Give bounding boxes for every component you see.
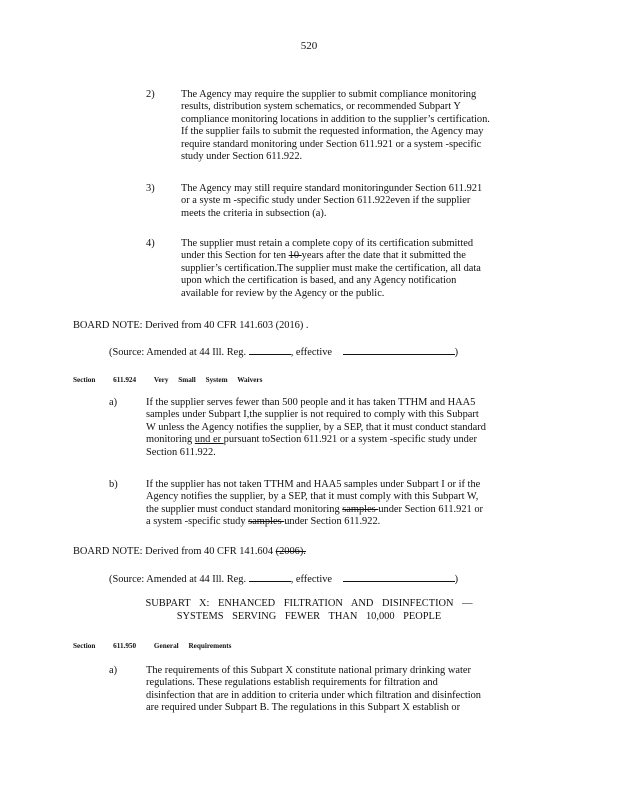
board-note-text: BOARD NOTE: Derived from 40 CFR 141.604 bbox=[73, 546, 276, 557]
item-number: 3) bbox=[146, 183, 155, 194]
blank-line bbox=[249, 345, 291, 355]
source-suffix: ) bbox=[454, 347, 459, 358]
section-title: General Requirements bbox=[153, 642, 232, 650]
section-label: Section bbox=[73, 642, 96, 650]
source-effective: , effective bbox=[290, 574, 333, 585]
subpart-heading-line: SYSTEMS SERVING FEWER THAN 10,000 PEOPLE bbox=[176, 611, 442, 622]
text-line: The supplier must retain a complete copy of its certification submitted bbox=[181, 238, 474, 249]
section-number: 611.924 bbox=[113, 376, 137, 384]
item-number: b) bbox=[109, 479, 118, 490]
text-line: supplier’s certification.The supplier must make the certification, all data bbox=[181, 262, 481, 274]
item-text bbox=[146, 665, 529, 715]
underlined-text: und er bbox=[194, 434, 224, 446]
text-line bbox=[146, 504, 536, 516]
text-line: study under Section 611.922. bbox=[181, 151, 303, 163]
text-run: the supplier must conduct standard monitoring bbox=[146, 503, 343, 515]
subpart-heading bbox=[0, 597, 618, 623]
text-line: require standard monitoring under Section 611.921 or a system -specific bbox=[181, 138, 482, 150]
item-text bbox=[181, 238, 528, 300]
blank-line bbox=[249, 572, 291, 582]
text-run: years after the date that it submitted the bbox=[301, 250, 466, 262]
text-run: under Section 611.921 or bbox=[378, 503, 483, 515]
text-line: If the supplier has not taken TTHM and HAA5 samples under Subpart I or if the bbox=[146, 479, 481, 490]
section-heading bbox=[73, 374, 262, 386]
section-label: Section bbox=[73, 376, 96, 384]
item-number: 4) bbox=[146, 238, 155, 249]
text-line: disinfection that are in addition to criteria under which filtration and disinfection bbox=[146, 689, 481, 701]
text-run: pursuant toSection 611.921 or a system -specific study under bbox=[223, 434, 477, 446]
section-title: Very Small System Waivers bbox=[153, 376, 263, 384]
source-note bbox=[109, 572, 458, 586]
text-line: samples under Subpart I,the supplier is not required to comply with this Subpart bbox=[146, 409, 479, 421]
item-number: a) bbox=[109, 665, 118, 676]
page-number: 520 bbox=[300, 40, 318, 52]
item-number: 2) bbox=[146, 89, 155, 100]
text-line: Section 611.922. bbox=[146, 446, 216, 458]
text-line: The Agency may require the supplier to submit compliance monitoring bbox=[181, 89, 477, 100]
struck-text: 10 bbox=[288, 250, 302, 262]
source-prefix: (Source: Amended at 44 Ill. Reg. bbox=[109, 574, 247, 585]
text-line: available for review by the Agency or the public. bbox=[181, 287, 385, 299]
text-line: meets the criteria in subsection (a). bbox=[181, 207, 327, 219]
struck-text: (2006). bbox=[275, 546, 306, 557]
text-line: or a syste m -specific study under Section 611.922even if the supplier bbox=[181, 195, 471, 207]
source-prefix: (Source: Amended at 44 Ill. Reg. bbox=[109, 347, 247, 358]
struck-text: samples bbox=[342, 503, 379, 515]
item-text bbox=[146, 479, 536, 529]
text-line: W unless the Agency notifies the supplier, by a SEP, that it must conduct standard bbox=[146, 421, 486, 433]
text-line: If the supplier serves fewer than 500 people and it has taken TTHM and HAA5 bbox=[146, 397, 476, 408]
item-text bbox=[146, 397, 536, 459]
text-line: are required under Subpart B. The regulations in this Subpart X establish or bbox=[146, 702, 461, 714]
text-line: Agency notifies the supplier, by a SEP, that it must comply with this Subpart W, bbox=[146, 491, 479, 503]
board-note bbox=[73, 546, 306, 558]
struck-text: samples bbox=[248, 516, 285, 528]
text-run: monitoring bbox=[146, 434, 195, 446]
item-number: a) bbox=[109, 397, 118, 408]
text-run: under Section 611.922. bbox=[284, 516, 381, 528]
source-note bbox=[109, 345, 458, 359]
source-effective: , effective bbox=[290, 347, 333, 358]
item-text bbox=[181, 89, 528, 163]
text-line: If the supplier fails to submit the requested information, the Agency may bbox=[181, 126, 484, 138]
text-run: a system -specific study bbox=[146, 516, 249, 528]
text-line: The requirements of this Subpart X constitute national primary drinking water bbox=[146, 665, 471, 676]
text-run: under this Section for ten bbox=[181, 250, 289, 262]
item-text bbox=[181, 183, 528, 220]
blank-line bbox=[343, 572, 455, 582]
blank-line bbox=[343, 345, 455, 355]
text-line: results, distribution system schematics, or recommended Subpart Y bbox=[181, 101, 461, 113]
text-line bbox=[181, 250, 528, 262]
section-number: 611.950 bbox=[113, 642, 137, 650]
board-note: BOARD NOTE: Derived from 40 CFR 141.603 (2016) . bbox=[73, 320, 309, 331]
text-line bbox=[146, 434, 536, 446]
text-line: The Agency may still require standard monitoringunder Section 611.921 bbox=[181, 183, 483, 194]
section-heading bbox=[73, 640, 231, 652]
text-line: regulations. These regulations establish requirements for filtration and bbox=[146, 677, 438, 689]
text-line: upon which the certification is based, and any Agency notification bbox=[181, 275, 457, 287]
text-line bbox=[146, 516, 536, 528]
source-suffix: ) bbox=[454, 574, 459, 585]
subpart-heading-line: SUBPART X: ENHANCED FILTRATION AND DISINFECTION — bbox=[145, 598, 473, 609]
text-line: compliance monitoring locations in addition to the supplier’s certification. bbox=[181, 113, 490, 125]
